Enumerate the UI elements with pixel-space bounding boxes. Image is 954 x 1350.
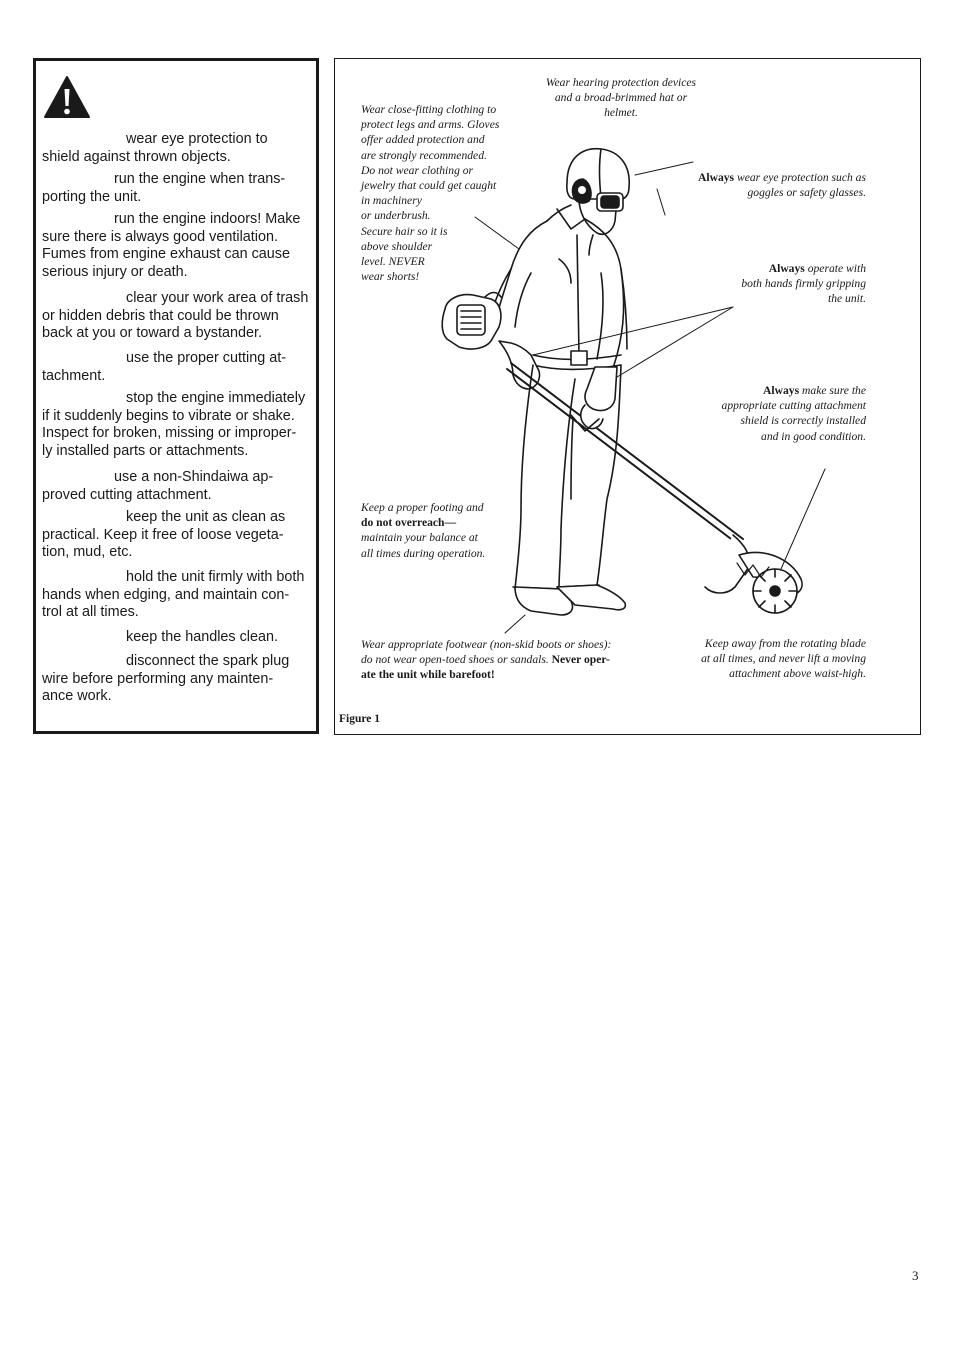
caption-line: level. NEVER <box>361 255 425 269</box>
warning-item-line: if it suddenly begins to vibrate or shake. <box>42 407 295 424</box>
caption-emphasis: Always <box>763 384 800 397</box>
caption-line: maintain your balance at <box>361 531 478 545</box>
caption-line: both hands firmly gripping <box>741 277 866 291</box>
warning-item <box>42 390 314 460</box>
warning-item-line: proved cutting attachment. <box>42 486 212 503</box>
warning-item-line: use a non-Shindaiwa ap- <box>114 469 274 485</box>
warning-item-line: tion, mud, etc. <box>42 544 133 561</box>
caption-line: jewelry that could get caught <box>361 179 497 193</box>
caption-line: shield is correctly installed <box>740 414 866 428</box>
warning-item-line: tachment. <box>42 367 106 384</box>
caption-line: appropriate cutting attachment <box>721 399 866 413</box>
figure-label: Figure 1 <box>339 713 380 725</box>
caption-footwear <box>361 637 661 683</box>
warning-item <box>42 171 314 206</box>
warning-item-line: run the engine when trans- <box>114 171 286 187</box>
caption-emphasis: Never oper- <box>551 653 610 667</box>
caption-line: protect legs and arms. Gloves <box>361 118 500 132</box>
caption-line: wear shorts! <box>361 270 420 284</box>
caption-line: attachment above waist-high. <box>729 667 866 681</box>
warning-item-line: hold the unit firmly with both <box>126 569 305 585</box>
warning-item <box>42 350 314 385</box>
caption-line: Secure hair so it is <box>361 224 448 238</box>
caption-line: and in good condition. <box>761 429 866 443</box>
caption-line: and a broad-brimmed hat or <box>554 91 688 105</box>
warning-item <box>42 211 314 281</box>
caption-blade <box>655 636 866 682</box>
warning-box <box>33 58 319 734</box>
warning-item-line: porting the unit. <box>42 188 142 205</box>
warning-item-line: sure there is always good ventilation. <box>42 228 278 245</box>
caption-clothing <box>361 102 531 284</box>
warning-item-line: Fumes from engine exhaust can cause <box>42 246 290 263</box>
caption-eye-protection <box>635 170 866 200</box>
caption-line: Wear close-fitting clothing to <box>361 103 497 116</box>
caption-line: Keep a proper footing and <box>361 501 484 514</box>
caption-text: do not wear open-toed shoes or sandals. <box>361 653 549 667</box>
warning-item-line: hands when edging, and maintain con- <box>42 586 290 603</box>
caption-line: above shoulder <box>361 239 433 253</box>
caption-line: the unit. <box>828 292 866 306</box>
caption-line: offer added protection and <box>361 133 485 147</box>
warning-item-line: back at you or toward a bystander. <box>42 325 262 342</box>
caption-line: helmet. <box>604 106 638 120</box>
caption-line: Wear appropriate footwear (non-skid boots or shoes): <box>361 638 612 651</box>
warning-item-line: disconnect the spark plug <box>126 653 290 669</box>
caption-line: Do not wear clothing or <box>361 163 474 177</box>
caption-line: in machinery <box>361 194 422 208</box>
caption-line: all times during operation. <box>361 546 486 560</box>
caption-text: wear eye protection such as <box>736 171 866 184</box>
page-number: 3 <box>912 1268 919 1283</box>
caption-emphasis: Always <box>768 262 805 275</box>
warning-item <box>42 131 314 166</box>
caption-text: operate with <box>807 262 866 275</box>
warning-item-line: ly installed parts or attachments. <box>42 442 249 459</box>
warning-item <box>42 629 314 647</box>
warning-item-line: wire before performing any mainten- <box>42 670 274 687</box>
warning-item-line: or hidden debris that could be thrown <box>42 307 279 324</box>
caption-emphasis: do not overreach— <box>361 516 457 530</box>
warning-item-line: wear eye protection to <box>126 131 268 147</box>
caption-both-hands <box>665 261 866 307</box>
caption-emphasis: ate the unit while barefoot! <box>361 668 495 682</box>
warning-item-line: keep the unit as clean as <box>126 509 286 525</box>
warning-item <box>42 569 314 622</box>
caption-line: are strongly recommended. <box>361 148 487 162</box>
caption-line: Keep away from the rotating blade <box>704 637 866 650</box>
warning-item <box>42 509 314 562</box>
warning-item-line: keep the handles clean. <box>126 629 279 645</box>
warning-item-line: clear your work area of trash <box>126 290 309 306</box>
warning-triangle-icon <box>44 75 90 119</box>
warning-item-line: stop the engine immediately <box>126 390 306 406</box>
warning-item-line: use the proper cutting at- <box>126 350 286 366</box>
warning-item-line: serious injury or death. <box>42 263 188 280</box>
warning-item-line: run the engine indoors! Make <box>114 211 301 227</box>
warning-item <box>42 653 314 706</box>
warning-item-line: trol at all times. <box>42 604 139 621</box>
figure-panel <box>334 58 921 735</box>
caption-line: or underbrush. <box>361 209 431 223</box>
warning-item <box>42 469 314 504</box>
warning-item-line: Inspect for broken, missing or improper- <box>42 425 297 442</box>
warning-item-line: practical. Keep it free of loose vegeta- <box>42 526 284 543</box>
caption-footing <box>361 500 531 561</box>
warning-item-line: shield against thrown objects. <box>42 148 231 165</box>
caption-text: make sure the <box>802 384 866 397</box>
caption-line: Wear hearing protection devices <box>545 76 697 89</box>
caption-line: at all times, and never lift a moving <box>701 652 866 666</box>
warning-item <box>42 290 314 343</box>
caption-shield <box>655 383 866 444</box>
warning-item-line: ance work. <box>42 688 112 705</box>
caption-hearing-protection <box>521 75 721 121</box>
caption-emphasis: Always <box>698 171 735 184</box>
caption-line: goggles or safety glasses. <box>747 186 866 200</box>
